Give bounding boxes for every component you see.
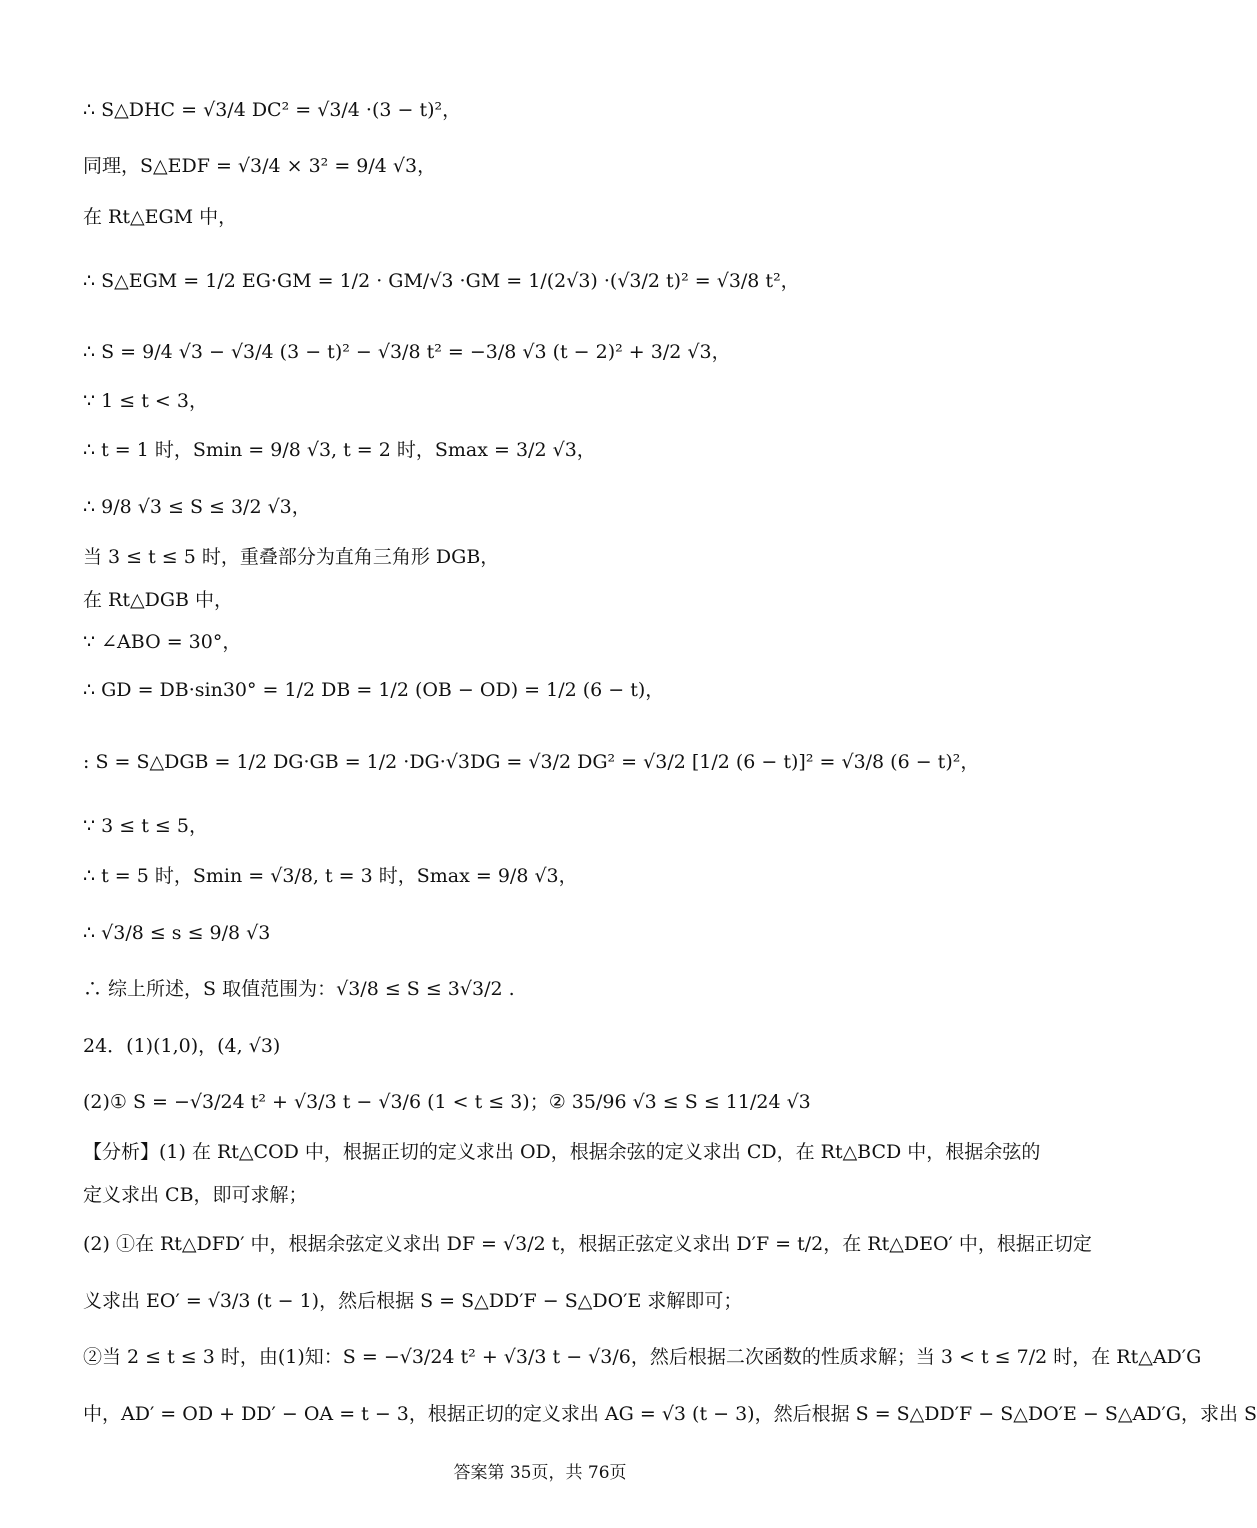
text-line: 中，AD′ = OD + DD′ − OA = t − 3，根据正切的定义求出 AG = √3 (t − 3)，然后根据 S = S△DD′F − S△DO′E − S△AD′G，求出 S — [83, 1403, 1257, 1425]
text-line: 在 Rt△DGB 中， — [83, 589, 234, 611]
text-line: 定义求出 CB，即可求解； — [83, 1184, 308, 1206]
text-line: ∴ t = 5 时，Smin = √3/8, t = 3 时，Smax = 9/8 √3， — [83, 865, 578, 887]
text-line: 义求出 EO′ = √3/3 (t − 1)，然后根据 S = S△DD′F − S△DO′E 求解即可； — [83, 1290, 743, 1312]
text-line: ∴ √3/8 ≤ s ≤ 9/8 √3 — [83, 922, 271, 944]
text-line: (2)① S = −√3/24 t² + √3/3 t − √3/6 (1 < t ≤ 3)；② 35/96 √3 ≤ S ≤ 11/24 √3 — [83, 1091, 811, 1113]
text-line: 当 3 ≤ t ≤ 5 时，重叠部分为直角三角形 DGB， — [83, 546, 500, 568]
text-line: ∵ ∠ABO = 30°， — [83, 631, 242, 653]
text-line: ∴ S = 9/4 √3 − √3/4 (3 − t)² − √3/8 t² = −3/8 √3 (t − 2)² + 3/2 √3， — [83, 341, 731, 363]
text-line: (2) ①在 Rt△DFD′ 中，根据余弦定义求出 DF = √3/2 t，根据正弦定义求出 D′F = t/2，在 Rt△DEO′ 中，根据正切定 — [83, 1233, 1092, 1255]
text-line: ∵ 1 ≤ t < 3， — [83, 390, 208, 412]
text-line: ∴ 综上所述，S 取值范围为：√3/8 ≤ S ≤ 3√3/2 . — [83, 978, 515, 1000]
text-line: 24．(1)(1,0)，(4, √3) — [83, 1035, 281, 1057]
text-line: ∴ GD = DB·sin30° = 1/2 DB = 1/2 (OB − OD) = 1/2 (6 − t)， — [83, 679, 665, 701]
text-line: ∵ 3 ≤ t ≤ 5， — [83, 815, 208, 837]
text-line: 同理，S△EDF = √3/4 × 3² = 9/4 √3， — [83, 155, 437, 177]
page-footer: 答案第 35页，共 76页 — [453, 1463, 627, 1483]
text-line: : S = S△DGB = 1/2 DG·GB = 1/2 ·DG·√3DG = √3/2 DG² = √3/2 [1/2 (6 − t)]² = √3/8 (6 − t)²， — [83, 751, 980, 773]
text-line: ∴ S△DHC = √3/4 DC² = √3/4 ·(3 − t)²， — [83, 99, 462, 121]
text-line: ∴ S△EGM = 1/2 EG·GM = 1/2 · GM/√3 ·GM = 1/(2√3) ·(√3/2 t)² = √3/8 t²， — [83, 270, 800, 292]
text-line: 【分析】(1) 在 Rt△COD 中，根据正切的定义求出 OD，根据余弦的定义求出 CD，在 Rt△BCD 中，根据余弦的 — [83, 1141, 1041, 1163]
text-line: ∴ t = 1 时，Smin = 9/8 √3, t = 2 时，Smax = 3/2 √3， — [83, 439, 596, 461]
text-line: ∴ 9/8 √3 ≤ S ≤ 3/2 √3， — [83, 496, 311, 518]
text-line: 在 Rt△EGM 中， — [83, 206, 238, 228]
text-line: ②当 2 ≤ t ≤ 3 时，由(1)知：S = −√3/24 t² + √3/3 t − √3/6，然后根据二次函数的性质求解；当 3 < t ≤ 7/2 时，在 Rt△AD′G — [83, 1346, 1202, 1368]
